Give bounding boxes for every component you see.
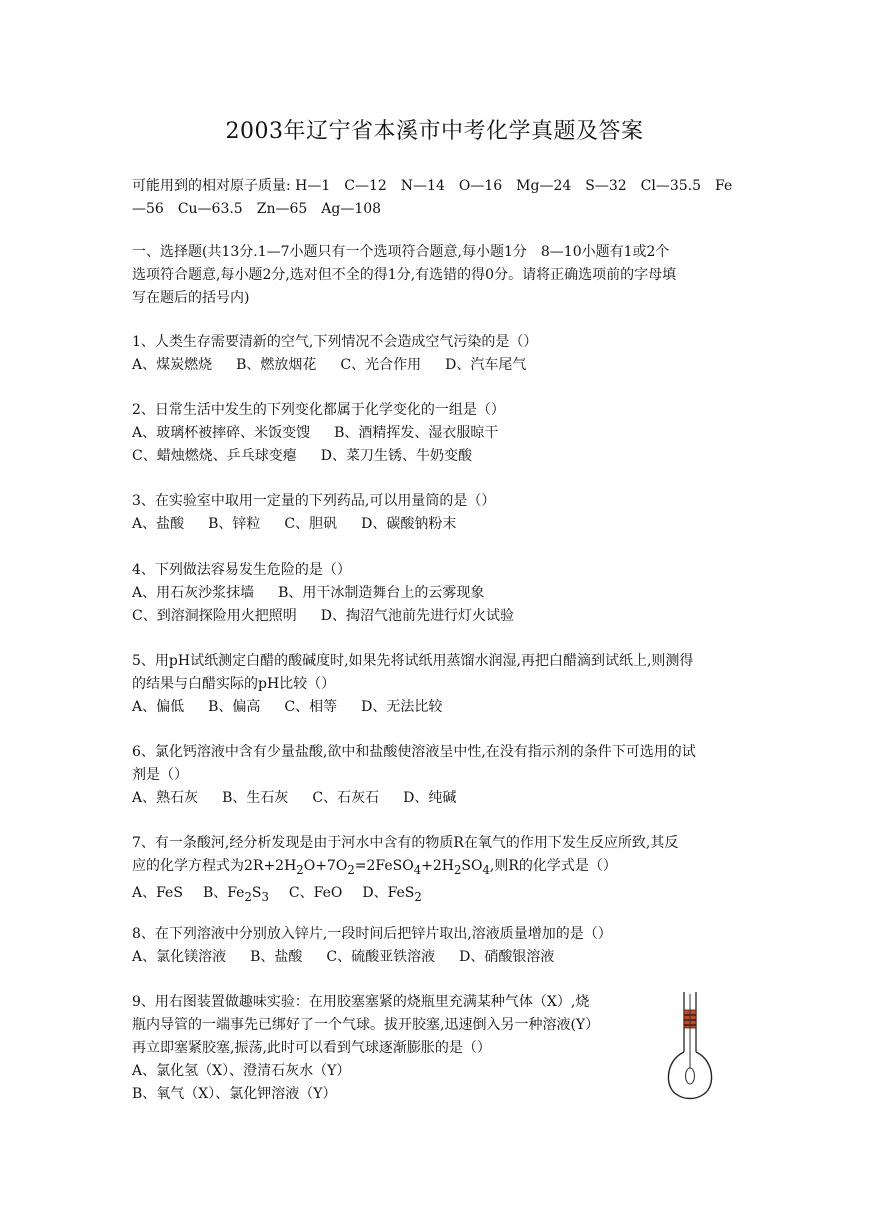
- option-d: D、纯碱: [403, 790, 457, 806]
- question-1: [132, 331, 740, 377]
- option-a: A、熟石灰: [132, 790, 199, 806]
- question-options: [132, 946, 740, 969]
- option-d: [362, 882, 421, 909]
- question-options-row-2: [132, 605, 740, 628]
- equation-part: O+7O: [303, 858, 348, 874]
- question-stem: 4、下列做法容易发生危险的是（）: [132, 562, 351, 578]
- option-d: D、硝酸银溶液: [459, 949, 555, 965]
- option-d: D、汽车尾气: [445, 357, 527, 373]
- section-line-1: 一、选择题(共13分.1—7小题只有一个选项符合题意,每小题1分 8—10小题有1或2个: [132, 244, 670, 260]
- option-d: D、碳酸钠粉末: [361, 516, 457, 532]
- question-stem: 1、人类生存需要清新的空气,下列情况不会造成空气污染的是（）: [132, 334, 538, 350]
- question-stem-line-1: 9、用右图装置做趣味实验：在用胶塞塞紧的烧瓶里充满某种气体（X）,烧: [132, 994, 590, 1010]
- subscript: 4: [413, 862, 422, 877]
- question-options: [132, 696, 740, 719]
- balloon: [686, 1068, 695, 1084]
- subscript: 3: [261, 889, 269, 904]
- option-d: D、无法比较: [361, 699, 443, 715]
- subscript: 4: [482, 862, 490, 877]
- option-c: C、光合作用: [340, 357, 422, 373]
- question-options: [132, 354, 740, 377]
- question-stem-line-2: 剂是（）: [132, 767, 188, 783]
- option-a: A、用石灰沙浆抹墙: [132, 585, 255, 601]
- option-c: C、到溶洞探险用火把照明: [132, 608, 297, 624]
- option-a: A、偏低: [132, 699, 185, 715]
- option-b: [203, 882, 269, 909]
- question-stem-line-3: 再立即塞紧胶塞,振荡,此时可以看到气球逐渐膨胀的是（）: [132, 1040, 491, 1056]
- question-options: [132, 882, 740, 909]
- question-7: [132, 832, 740, 909]
- option-a: A、盐酸: [132, 516, 185, 532]
- atomic-masses: [132, 175, 740, 221]
- subscript: 2: [414, 889, 422, 904]
- section-line-3: 写在题后的括号内): [132, 290, 250, 306]
- question-stem-line-2: 瓶内导管的一端事先已绑好了一个气球。拔开胶塞,迅速倒入另一种溶液(Y）: [132, 1017, 600, 1033]
- option-c: C、蜡烛燃烧、乒乓球变瘪: [132, 448, 297, 464]
- option-c: C、硫酸亚铁溶液: [326, 949, 436, 965]
- question-stem-line-2: 的结果与白醋实际的pH比较（）: [132, 676, 336, 692]
- question-4: [132, 559, 740, 628]
- question-stem: 2、日常生活中发生的下列变化都属于化学变化的一组是（）: [132, 402, 505, 418]
- option-c: C、FeO: [288, 884, 343, 901]
- question-2: [132, 399, 740, 468]
- section-line-2: 选项符合题意,每小题2分,选对但不全的得1分,有选错的得0分。请将正确选项前的字母填: [132, 267, 677, 283]
- question-stem-line-2: [132, 855, 740, 882]
- question-stem-line-1: 7、有一条酸河,经分析发现是由于河水中含有的物质R在氧气的作用下发生反应所致,其反: [132, 835, 679, 851]
- question-stem-line-1: 6、氯化钙溶液中含有少量盐酸,欲中和盐酸使溶液呈中性,在没有指示剂的条件下可选用的试: [132, 744, 696, 760]
- question-5: [132, 650, 740, 719]
- question-stem-line-1: 5、用pH试纸测定白醋的酸碱度时,如果先将试纸用蒸馏水润湿,再把白醋滴到试纸上,则测得: [132, 653, 694, 669]
- formula-part: D、FeS: [362, 884, 415, 901]
- option-c: C、石灰石: [312, 790, 380, 806]
- question-options-row-1: [132, 582, 740, 605]
- option-a: A、煤炭燃烧: [132, 357, 213, 373]
- option-a: A、FeS: [132, 884, 183, 901]
- equation-part: SO: [461, 858, 483, 874]
- equation-part: =2FeSO: [354, 858, 414, 874]
- subscript: 2: [296, 862, 304, 877]
- flask-balloon-diagram: [660, 990, 720, 1102]
- option-b: B、偏高: [208, 699, 261, 715]
- question-stem: 3、在实验室中取用一定量的下列药品,可以用量筒的是（）: [132, 493, 496, 509]
- atomic-masses-line-2: —56 Cu—63.5 Zn—65 Ag—108: [132, 201, 382, 217]
- atomic-masses-line-1: 可能用到的相对原子质量: H—1 C—12 N—14 O—16 Mg—24 S—32 Cl—35.5 Fe: [132, 178, 733, 194]
- section-instructions: [132, 241, 740, 310]
- option-b: B、生石灰: [222, 790, 289, 806]
- equation-part: 应的化学方程式为2R+2H: [132, 858, 297, 874]
- option-d: D、掏沼气池前先进行灯火试验: [320, 608, 514, 624]
- option-a: A、氯化镁溶液: [132, 949, 227, 965]
- option-b: B、燃放烟花: [236, 357, 317, 373]
- page-title: 2003年辽宁省本溪市中考化学真题及答案: [225, 119, 644, 144]
- option-b: B、盐酸: [250, 949, 303, 965]
- equation-part: +2H: [421, 858, 454, 874]
- question-options: [132, 787, 740, 810]
- question-options: [132, 513, 740, 536]
- question-6: [132, 741, 740, 810]
- subscript: 2: [453, 862, 462, 877]
- subscript: 2: [244, 889, 252, 904]
- question-options-row-2: [132, 445, 740, 468]
- option-b: B、氧气（X）、氯化钾溶液（Y）: [132, 1086, 337, 1102]
- option-a: A、氯化氢（X）、澄清石灰水（Y）: [132, 1063, 351, 1079]
- formula-part: S: [251, 884, 262, 901]
- option-c: C、相等: [284, 699, 338, 715]
- subscript: 2: [347, 862, 355, 877]
- formula-part: B、Fe: [202, 884, 245, 901]
- question-3: [132, 490, 740, 536]
- equation-part: ,则R的化学式是（）: [489, 858, 617, 874]
- question-8: [132, 923, 740, 969]
- option-d: D、菜刀生锈、牛奶变酸: [320, 448, 472, 464]
- option-b: B、酒精挥发、湿衣服晾干: [334, 425, 499, 441]
- option-b: B、锌粒: [208, 516, 261, 532]
- option-a: A、玻璃杯被摔碎、米饭变馊: [132, 425, 311, 441]
- question-9: [132, 991, 632, 1106]
- question-options-row-1: [132, 422, 740, 445]
- option-b: B、用干冰制造舞台上的云雾现象: [278, 585, 485, 601]
- option-c: C、胆矾: [284, 516, 338, 532]
- question-stem: 8、在下列溶液中分别放入锌片,一段时间后把锌片取出,溶液质量增加的是（）: [132, 926, 612, 942]
